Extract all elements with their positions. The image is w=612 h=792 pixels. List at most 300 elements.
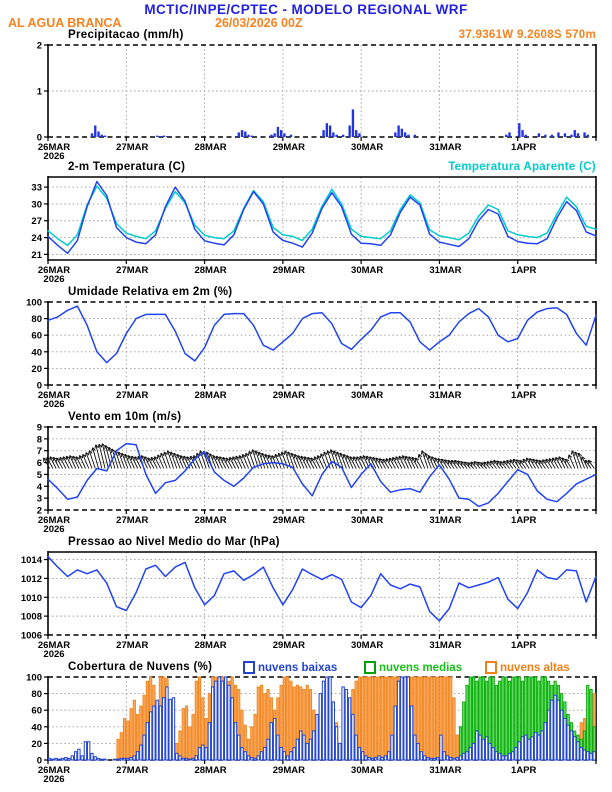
wind-ytick-label: 9: [36, 422, 42, 434]
cloud-bar-nuvens-baixas: [525, 735, 527, 760]
cloud-bar-nuvens-baixas: [547, 710, 549, 760]
panel-title-precipitation: Precipitacao (mm/h): [68, 29, 184, 41]
pressure-ytick-label: 1008: [20, 611, 42, 623]
wind-barb-head: [170, 452, 171, 456]
cloud-bar-nuvens-altas: [375, 677, 377, 760]
cloud-bar-nuvens-altas: [254, 714, 256, 760]
cloud-bar-nuvens-baixas: [580, 748, 582, 760]
wind-barb-head: [425, 453, 426, 457]
precip-bar: [247, 135, 249, 137]
temperature-xtick-label: 30MAR: [351, 265, 384, 276]
cloud-bar-nuvens-baixas: [228, 685, 230, 760]
cloud-bar-nuvens-medias: [463, 702, 465, 760]
cloud-bar-nuvens-baixas: [189, 759, 191, 760]
cloud-bar-nuvens-baixas: [146, 723, 148, 760]
cloud-bar-nuvens-altas: [120, 733, 122, 760]
wind-barb-head: [284, 451, 285, 455]
precip-bar: [97, 131, 99, 137]
cloud-bar-nuvens-baixas: [221, 681, 223, 760]
temperature-xtick-label: 27MAR: [116, 265, 149, 276]
cloud-bar-nuvens-baixas: [260, 752, 262, 760]
cloud-bar-nuvens-baixas: [156, 700, 158, 760]
cloud-bar-nuvens-medias: [498, 681, 500, 760]
wind-barb-head: [333, 451, 334, 455]
cloud-bar-nuvens-baixas: [224, 677, 226, 760]
precip-bar: [521, 130, 523, 137]
cloud-bar-nuvens-baixas: [166, 687, 168, 760]
cloud-bar-nuvens-altas: [117, 739, 119, 760]
precip-bar: [335, 135, 337, 137]
cloud-bar-nuvens-baixas: [482, 739, 484, 760]
precip-bar: [277, 127, 279, 137]
cloud-bar-nuvens-baixas: [319, 694, 321, 760]
wind-barb-head: [578, 453, 579, 457]
precipitation-ytick-label: 2: [36, 40, 42, 52]
cloud-bar-nuvens-baixas: [283, 752, 285, 760]
wind-barb-head: [118, 452, 119, 456]
temperature-panel: [31, 176, 596, 285]
wind-ytick-label: 6: [36, 458, 42, 470]
cloud-bar-nuvens-medias: [466, 685, 468, 760]
cloud-bar-nuvens-baixas: [574, 737, 576, 760]
precip-bar: [280, 130, 282, 137]
cloud-bar-nuvens-altas: [456, 735, 458, 760]
cloud-bar-nuvens-baixas: [410, 706, 412, 760]
cloud-bar-nuvens-baixas: [375, 758, 377, 760]
cloud-bar-nuvens-baixas: [446, 756, 448, 760]
cloud-bar-nuvens-baixas: [257, 756, 259, 760]
wind-barb-head: [92, 448, 93, 452]
precip-bar: [104, 136, 106, 137]
cloud-bar-nuvens-altas: [195, 681, 197, 760]
cloud-bar-nuvens-altas: [185, 706, 187, 760]
precip-bar: [101, 135, 103, 137]
cloud-bar-nuvens-baixas: [133, 756, 135, 760]
pressure-panel: [21, 551, 596, 660]
cloud-bar-nuvens-medias: [502, 677, 504, 760]
cloud-bar-nuvens-baixas: [564, 719, 566, 761]
cloud-bar-nuvens-baixas: [244, 752, 246, 760]
cloud-bar-nuvens-baixas: [440, 735, 442, 760]
temperature-ytick-label: 24: [31, 233, 42, 245]
temperature-ytick-label: 33: [31, 182, 42, 194]
cloud-bar-nuvens-baixas: [528, 739, 530, 760]
cloud-bar-nuvens-altas: [251, 727, 253, 760]
cloud-bar-nuvens-baixas: [450, 758, 452, 760]
wind-barb-head: [200, 451, 201, 455]
cloud-bar-nuvens-baixas: [202, 745, 204, 760]
wind-line-Velocidade-do-vento: [48, 444, 596, 507]
cloud-bar-nuvens-baixas: [538, 735, 540, 760]
cloud-bar-nuvens-medias: [459, 727, 461, 760]
cloud-bar-nuvens-baixas: [459, 756, 461, 760]
wind-panel: [37, 423, 596, 536]
wind-barb-head: [161, 453, 162, 457]
precipitation-xtick-label: 26MAR: [37, 142, 71, 153]
cloud-bar-nuvens-baixas: [84, 742, 86, 760]
cloud-bar-nuvens-baixas: [329, 677, 331, 760]
cloud-bar-nuvens-altas: [420, 677, 422, 760]
clouds-ytick-label: 20: [31, 738, 42, 750]
cloud-bar-nuvens-baixas: [104, 759, 106, 760]
pressure-ytick-label: 1006: [20, 630, 42, 642]
cloud-bar-nuvens-medias: [508, 681, 510, 760]
clouds-xtick-label: 31MAR: [429, 765, 462, 776]
cloud-bar-nuvens-altas: [430, 677, 432, 760]
cloud-bar-nuvens-baixas: [407, 677, 409, 760]
wind-xtick-label: 27MAR: [116, 515, 149, 526]
cloud-bar-nuvens-baixas: [309, 739, 311, 760]
clouds-xtick-label: 26MAR: [37, 765, 71, 776]
cloud-bar-nuvens-baixas: [208, 723, 210, 760]
cloud-bar-nuvens-baixas: [179, 756, 181, 760]
location-coordinates: 37.9361W 9.2608S 570m: [458, 29, 596, 41]
precip-bar: [551, 135, 553, 137]
cloud-bar-nuvens-baixas: [218, 677, 220, 760]
cloud-bar-nuvens-baixas: [404, 677, 406, 760]
pressure-xtick-label: 30MAR: [351, 640, 384, 651]
cloud-bar-nuvens-altas: [378, 677, 380, 760]
station-name: AL AGUA BRANCA: [8, 16, 122, 30]
cloud-bar-nuvens-baixas: [498, 753, 500, 760]
cloud-bar-nuvens-baixas: [560, 710, 562, 760]
wind-barb-head: [262, 453, 263, 457]
temperature-ytick-label: 21: [31, 249, 42, 261]
precipitation-xtick-label: 29MAR: [272, 142, 305, 153]
clouds-panel: [26, 673, 596, 786]
cloud-bar-nuvens-altas: [423, 677, 425, 760]
precip-bar: [244, 131, 246, 137]
precip-bar: [283, 133, 285, 137]
precip-bar: [273, 133, 275, 137]
cloud-bar-nuvens-baixas: [463, 753, 465, 760]
temperature-xtick-label: 28MAR: [194, 265, 227, 276]
wind-barb-head: [421, 451, 422, 455]
cloud-bar-nuvens-baixas: [388, 752, 390, 760]
cloud-bar-nuvens-altas: [192, 714, 194, 760]
cloud-bar-nuvens-baixas: [254, 758, 256, 760]
cloud-bar-nuvens-altas: [381, 677, 383, 760]
cloud-bar-nuvens-baixas: [123, 758, 125, 760]
cloud-bar-nuvens-baixas: [238, 735, 240, 760]
cloud-bar-nuvens-altas: [182, 709, 184, 760]
cloud-bar-nuvens-baixas: [140, 745, 142, 760]
nuvens-medias-label: nuvens medias: [379, 661, 463, 674]
cloud-bar-nuvens-baixas: [68, 758, 70, 760]
precip-bar: [251, 136, 253, 137]
temperature-xtick-label: 29MAR: [272, 265, 305, 276]
precip-bar: [518, 123, 520, 137]
cloud-bar-nuvens-baixas: [195, 756, 197, 760]
cloud-bar-nuvens-baixas: [293, 748, 295, 760]
cloud-bar-nuvens-baixas: [296, 739, 298, 760]
clouds-xtick-label: 30MAR: [351, 765, 384, 776]
precip-bar: [326, 123, 328, 137]
cloud-bar-nuvens-baixas: [489, 743, 491, 760]
cloud-bar-nuvens-baixas: [277, 735, 279, 760]
cloud-bar-nuvens-baixas: [365, 756, 367, 760]
cloud-bar-nuvens-baixas: [87, 742, 89, 760]
humidity-xtick-label: 31MAR: [429, 390, 462, 401]
pressure-xtick-label: 31MAR: [429, 640, 462, 651]
cloud-bar-nuvens-baixas: [101, 759, 103, 760]
cloud-bar-nuvens-baixas: [394, 706, 396, 760]
precip-bar: [508, 132, 510, 137]
cloud-bar-nuvens-baixas: [322, 681, 324, 760]
cloud-bar-nuvens-baixas: [339, 743, 341, 760]
precip-bar: [166, 136, 168, 137]
humidity-ytick-label: 20: [31, 363, 42, 375]
wind-barb-head: [121, 453, 122, 457]
cloud-bar-nuvens-medias: [512, 677, 514, 760]
clouds-ytick-label: 60: [31, 705, 42, 717]
precip-bar: [91, 133, 93, 137]
cloud-bar-nuvens-baixas: [241, 748, 243, 760]
cloud-bar-nuvens-baixas: [306, 743, 308, 760]
cloud-bar-nuvens-baixas: [358, 748, 360, 760]
cloud-bar-nuvens-medias: [587, 685, 589, 760]
cloud-bar-nuvens-baixas: [505, 756, 507, 760]
cloud-bar-nuvens-baixas: [466, 752, 468, 760]
cloud-bar-nuvens-baixas: [430, 758, 432, 760]
humidity-xtick-label: 1APR: [511, 390, 537, 401]
cloud-bar-nuvens-baixas: [381, 758, 383, 760]
cloud-bar-nuvens-baixas: [437, 758, 439, 760]
cloud-bar-nuvens-altas: [123, 719, 125, 761]
cloud-bar-nuvens-altas: [446, 677, 448, 760]
pressure-xtick-label: 26MAR: [37, 640, 71, 651]
cloud-bar-nuvens-baixas: [313, 731, 315, 760]
wind-barb-head: [174, 453, 175, 457]
cloud-bar-nuvens-baixas: [185, 758, 187, 760]
cloud-bar-nuvens-baixas: [273, 719, 275, 761]
cloud-bar-nuvens-altas: [361, 677, 363, 760]
precip-bar: [407, 135, 409, 137]
precip-bar: [544, 135, 546, 137]
cloud-bar-nuvens-baixas: [593, 752, 595, 760]
cloud-bar-nuvens-baixas: [205, 748, 207, 760]
wind-barb-head: [575, 452, 576, 456]
humidity-ytick-label: 0: [36, 380, 42, 392]
cloud-bar-nuvens-altas: [433, 677, 435, 760]
cloud-bar-nuvens-baixas: [198, 748, 200, 760]
cloud-bar-nuvens-baixas: [590, 753, 592, 760]
cloud-bar-nuvens-baixas: [247, 756, 249, 760]
pressure-ytick-label: 1012: [20, 573, 42, 585]
cloud-bar-nuvens-altas: [260, 685, 262, 760]
wind-barb: [99, 444, 105, 468]
precip-bar: [538, 133, 540, 137]
precip-bar: [525, 135, 527, 137]
cloud-bar-nuvens-baixas: [420, 752, 422, 760]
panel-title-wind: Vento em 10m (m/s): [68, 411, 182, 423]
cloud-bar-nuvens-baixas: [472, 743, 474, 760]
cloud-bar-nuvens-baixas: [469, 748, 471, 760]
app-title: MCTIC/INPE/CPTEC - MODELO REGIONAL WRF: [144, 2, 468, 17]
cloud-bar-nuvens-baixas: [149, 712, 151, 760]
cloud-bar-nuvens-baixas: [551, 700, 553, 760]
cloud-bar-nuvens-baixas: [423, 756, 425, 760]
wind-barb-head: [291, 453, 292, 457]
cloud-bar-nuvens-altas: [365, 677, 367, 760]
cloud-bar-nuvens-baixas: [502, 756, 504, 760]
humidity-ytick-label: 40: [31, 347, 42, 359]
precip-bar: [397, 126, 399, 138]
cloud-bar-nuvens-baixas: [117, 759, 119, 760]
cloud-bar-nuvens-baixas: [371, 758, 373, 760]
humidity-year-label: 2026: [43, 399, 65, 410]
precip-bar: [355, 130, 357, 137]
wind-xtick-label: 28MAR: [194, 515, 227, 526]
cloud-bar-nuvens-baixas: [97, 758, 99, 760]
precip-bar: [401, 129, 403, 137]
temperature-xtick-label: 1APR: [511, 265, 537, 276]
cloud-bar-nuvens-baixas: [355, 735, 357, 760]
cloud-bar-nuvens-baixas: [81, 756, 83, 760]
cloud-bar-nuvens-baixas: [427, 758, 429, 760]
humidity-xtick-label: 30MAR: [351, 390, 384, 401]
precipitation-panel: [37, 41, 596, 163]
cloud-bar-nuvens-baixas: [91, 753, 93, 760]
cloud-bar-nuvens-baixas: [192, 758, 194, 760]
humidity-xtick-label: 28MAR: [194, 390, 227, 401]
precipitation-xtick-label: 31MAR: [429, 142, 462, 153]
wind-ytick-label: 5: [36, 469, 42, 481]
wind-barb-head: [337, 452, 338, 456]
precip-bar: [358, 133, 360, 137]
cloud-bar-nuvens-baixas: [159, 706, 161, 760]
cloud-bar-nuvens-baixas: [544, 723, 546, 760]
cloud-bar-nuvens-altas: [453, 698, 455, 760]
temperature-xtick-label: 31MAR: [429, 265, 462, 276]
wind-barb-head: [95, 445, 96, 449]
wind-barb-head: [164, 452, 165, 456]
precip-bar: [505, 135, 507, 137]
precipitation-ytick-label: 0: [36, 132, 42, 144]
temperature-line-Temperatura-Aparente-(C): [48, 186, 596, 245]
cloud-bar-nuvens-baixas: [391, 735, 393, 760]
cloud-bar-nuvens-baixas: [176, 753, 178, 760]
cloud-bar-nuvens-baixas: [326, 677, 328, 760]
precip-bar: [322, 130, 324, 137]
precipitation-year-label: 2026: [43, 151, 65, 162]
cloud-bar-nuvens-altas: [450, 677, 452, 760]
wind-barb-head: [258, 452, 259, 456]
precip-bar: [163, 136, 165, 137]
cloud-bar-nuvens-baixas: [570, 731, 572, 760]
cloud-bar-nuvens-baixas: [352, 714, 354, 760]
cloud-bar-nuvens-baixas: [94, 757, 96, 760]
precipitation-ytick-label: 1: [36, 86, 42, 98]
cloud-bar-nuvens-baixas: [136, 752, 138, 760]
cloud-bar-nuvens-baixas: [316, 714, 318, 760]
precip-bar: [570, 135, 572, 137]
cloud-bar-nuvens-baixas: [71, 756, 73, 760]
temperature-line-2-m-Temperatura-(C): [48, 182, 596, 254]
precip-bar: [577, 133, 579, 137]
wind-barb-head: [85, 452, 86, 456]
pressure-year-label: 2026: [43, 649, 65, 660]
cloud-bar-nuvens-baixas: [267, 739, 269, 760]
clouds-ytick-label: 0: [36, 755, 42, 767]
panel-title-humidity: Umidade Relativa em 2m (%): [68, 286, 233, 298]
wind-barb-head: [255, 451, 256, 455]
wind-barb-head: [101, 444, 102, 448]
cloud-bar-nuvens-baixas: [74, 752, 76, 760]
precip-bar: [94, 126, 96, 138]
wind-ytick-label: 7: [36, 446, 42, 458]
pressure-xtick-label: 29MAR: [272, 640, 305, 651]
wind-barb-head: [252, 450, 253, 454]
wind-ytick-label: 8: [36, 434, 42, 446]
cloud-bar-nuvens-baixas: [342, 687, 344, 760]
humidity-line-Umidade-Relativa: [48, 306, 596, 363]
cloud-bar-nuvens-baixas: [508, 753, 510, 760]
wind-barb-head: [98, 444, 99, 448]
cloud-bar-nuvens-baixas: [583, 750, 585, 760]
cloud-bar-nuvens-medias: [505, 677, 507, 760]
cloud-bar-nuvens-baixas: [554, 695, 556, 760]
cloud-bar-nuvens-baixas: [521, 737, 523, 760]
wind-barb-head: [340, 453, 341, 457]
clouds-ytick-label: 80: [31, 689, 42, 701]
wind-barb-head: [248, 451, 249, 455]
run-datetime: 26/03/2026 00Z: [215, 16, 303, 30]
humidity-xtick-label: 29MAR: [272, 390, 305, 401]
cloud-bar-nuvens-baixas: [231, 698, 233, 760]
pressure-line-Pressao-ao-nivel-medio-do-mar: [48, 557, 596, 621]
precip-bar: [348, 126, 350, 138]
cloud-bar-nuvens-altas: [388, 677, 390, 760]
cloud-bar-nuvens-baixas: [567, 725, 569, 760]
precip-bar: [574, 130, 576, 137]
cloud-bar-nuvens-baixas: [345, 689, 347, 760]
wind-barb-head: [327, 451, 328, 455]
clouds-ytick-label: 100: [26, 672, 42, 684]
cloud-bar-nuvens-medias: [495, 685, 497, 760]
precip-bar: [342, 135, 344, 137]
pressure-xtick-label: 28MAR: [194, 640, 227, 651]
wind-xtick-label: 30MAR: [351, 515, 384, 526]
cloud-bar-nuvens-baixas: [211, 687, 213, 760]
clouds-xtick-label: 29MAR: [272, 765, 305, 776]
cloud-bar-nuvens-altas: [368, 677, 370, 760]
clouds-xtick-label: 1APR: [511, 765, 537, 776]
wind-barb-head: [196, 453, 197, 457]
precipitation-xtick-label: 27MAR: [116, 142, 149, 153]
cloud-bar-nuvens-baixas: [130, 758, 132, 760]
cloud-bar-nuvens-altas: [133, 700, 135, 760]
cloud-bar-nuvens-altas: [443, 677, 445, 760]
precip-bar: [583, 132, 585, 137]
cloud-bar-nuvens-baixas: [485, 737, 487, 760]
cloud-bar-nuvens-baixas: [55, 758, 57, 760]
wind-barb-head: [571, 451, 572, 455]
precipitation-xtick-label: 30MAR: [351, 142, 384, 153]
humidity-xtick-label: 26MAR: [37, 390, 71, 401]
wind-barb-head: [278, 453, 279, 457]
cloud-bar-nuvens-baixas: [476, 731, 478, 760]
wind-barb-head: [324, 452, 325, 456]
cloud-bar-nuvens-baixas: [384, 756, 386, 760]
cloud-bar-nuvens-baixas: [335, 727, 337, 760]
precip-bar: [414, 135, 416, 137]
precip-bar: [159, 136, 161, 137]
cloud-bar-nuvens-altas: [257, 687, 259, 760]
cloud-bar-nuvens-baixas: [531, 737, 533, 760]
cloud-bar-nuvens-baixas: [541, 731, 543, 760]
clouds-ytick-label: 40: [31, 722, 42, 734]
